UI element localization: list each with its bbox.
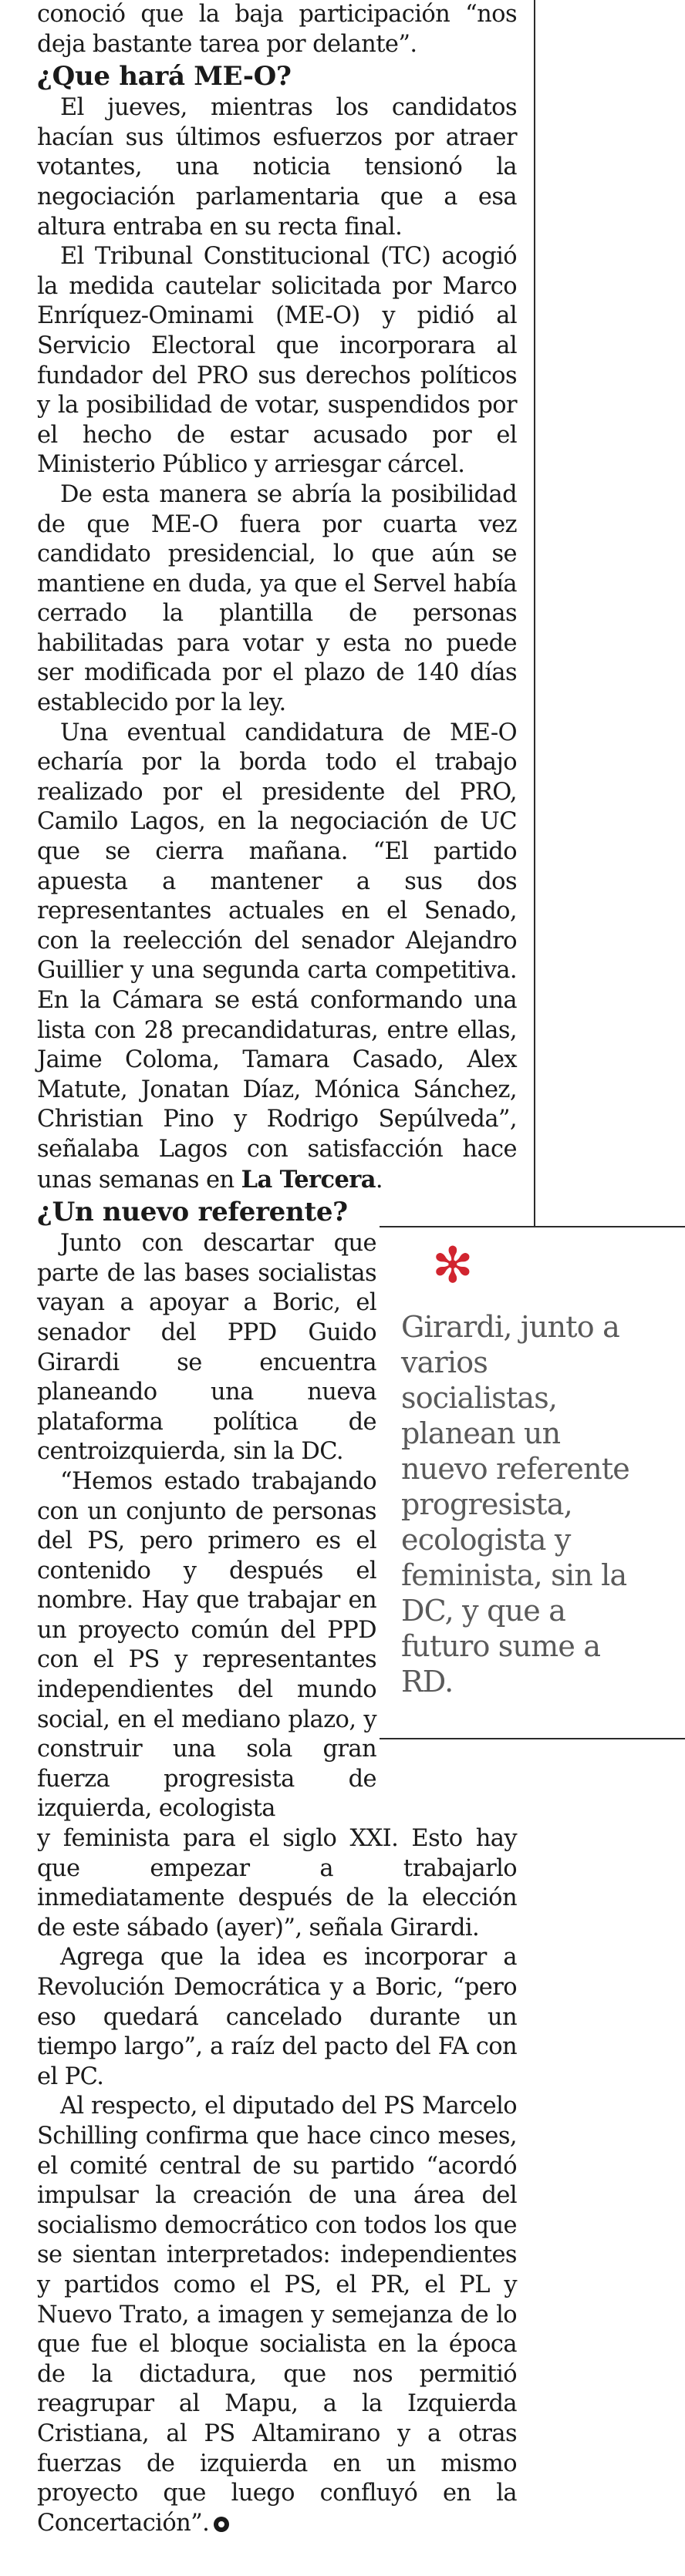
- pullquote-top-rule: [380, 1226, 685, 1227]
- paragraph: [37, 719, 517, 1196]
- end-mark-icon: [214, 2517, 229, 2532]
- paragraph: El Tribunal Constitucional (TC) acogió la medida cautelar solicitada por Marco Enríquez-Ominami (ME-O) y pidió al Servicio Electoral que incorporara al fundador del PRO sus derechos políticos y la posibilidad de votar, suspendidos por el hecho de estar acusado por el Ministerio Público y arriesgar cárcel.: [37, 243, 517, 479]
- paragraph: El jueves, mientras los candidatos hacían sus últimos esfuerzos por atraer votantes, una noticia tensionó la negociación parlamentaria que a esa altura entraba en su recta final.: [37, 94, 517, 241]
- pullquote-text: Girardi, junto a varios socialistas, planean un nuevo referente progresista, ecologista y feminista, sin la DC, y que a futuro sume a RD.: [401, 1310, 629, 1699]
- intro-tail-paragraph: conoció que la baja participación “nos deja bastante tarea por delante”.: [37, 1, 517, 58]
- paragraph-text: Una eventual candidatura de ME-O echaría por la borda todo el trabajo realizado por el presidente del PRO, Camilo Lagos, en la negociación de UC que se cierra mañana. “El partido apuesta a mantener a sus dos representantes actuales en el Senado, con la reelección del senador Alejandro Guillier y una segunda carta competitiva. En la Cámara se está conformando una lista con 28 precandidaturas, entre ellas, Jaime Coloma, Tamara Casado, Alex Matute, Jonatan Díaz, Mónica Sánchez, Christian Pino y Rodrigo Sepúlveda”, señalaba Lagos con satisfacción hace unas semanas en: [37, 719, 517, 1194]
- paragraph: [37, 2092, 517, 2538]
- column-divider: [534, 0, 535, 1226]
- paragraph-continued: y feminista para el siglo XXI. Esto hay que empezar a trabajarlo inmediatamente después de la elección de este sábado (ayer)”, señala Girardi.: [37, 1825, 517, 1941]
- narrow-column: [37, 1229, 376, 1824]
- paragraph-text: Al respecto, el diputado del PS Marcelo Schilling confirma que hace cinco meses, el comité central de su partido “acordó impulsar la creación de una área del socialismo democrático con todos los que se sientan interpretados: independientes y partidos como el PS, el PR, el PL y Nuevo Trato, a imagen y semejanza de lo que fue el bloque socialista en la época de la dictadura, que nos permitió reagrupar al Mapu, a la Izquierda Cristiana, al PS Altamirano y a otras fuerzas de izquierda en un mismo proyecto que luego confluyó en la Concertación”.: [37, 2093, 517, 2537]
- pullquote-bottom-rule: [380, 1738, 685, 1739]
- paragraph: Agrega que la idea es incorporar a Revolución Democrática y a Boric, “pero eso quedará cancelado durante un tiempo largo”, a raíz del pacto del FA con el PC.: [37, 1944, 517, 2090]
- newspaper-name: La Tercera: [241, 1165, 376, 1194]
- paragraph: Junto con descartar que parte de las bases socialistas vayan a apoyar a Boric, el senador del PPD Guido Girardi se encuentra planeando una nueva plataforma política de centroizquierda, sin la DC.: [37, 1230, 376, 1466]
- paragraph-end: .: [375, 1166, 383, 1194]
- paragraph: De esta manera se abría la posibilidad de que ME-O fuera por cuarta vez candidato presidencial, lo que aún se mantiene en duda, ya que el Servel había cerrado la plantilla de personas habilitadas para votar y esta no puede ser modificada por el plazo de 140 días establecido por la ley.: [37, 480, 517, 717]
- paragraph: “Hemos estado trabajando con un conjunto de personas del PS, pero primero es el contenido y después el nombre. Hay que trabajar en un proyecto común del PPD con el PS y representantes independientes del mundo social, en el mediano plazo, y construir una sola gran fuerza progresista de izquierda, ecologista: [37, 1467, 376, 1823]
- section-heading-referente: ¿Un nuevo referente?: [37, 1197, 348, 1228]
- section-heading-me-o: ¿Que hará ME-O?: [37, 61, 292, 93]
- asterisk-icon: ✻: [432, 1237, 474, 1295]
